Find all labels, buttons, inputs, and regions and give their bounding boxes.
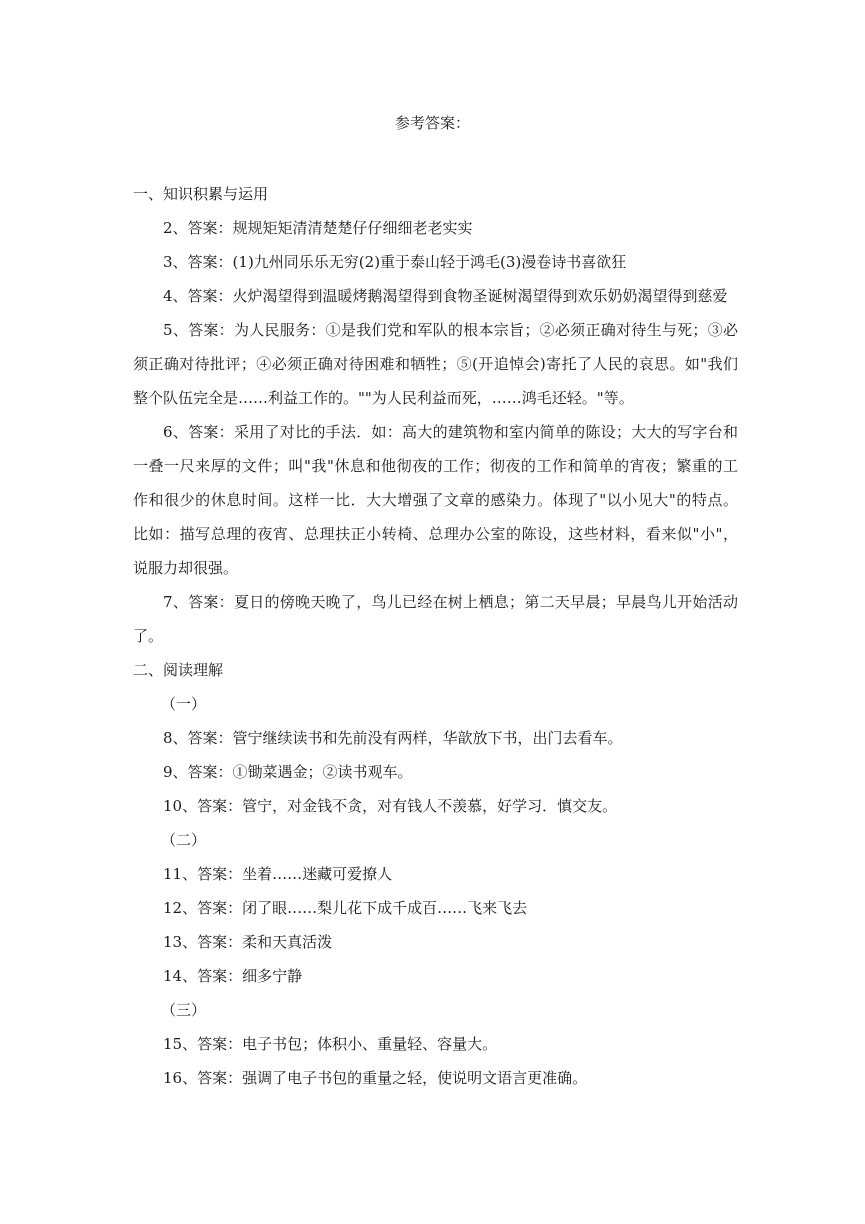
page-title: 参考答案： xyxy=(394,114,470,132)
answer-line: 作和很少的休息时间。这样一比．大大增强了文章的感染力。体现了"以小见大"的特点。 xyxy=(133,491,738,509)
answer-line: 8、答案：管宁继续读书和先前没有两样，华歆放下书，出门去看车。 xyxy=(163,729,623,747)
answer-line: 16、答案：强调了电子书包的重量之轻，使说明文语言更准确。 xyxy=(163,1069,588,1087)
subsection-heading: （二） xyxy=(161,831,207,849)
answer-line: 了。 xyxy=(133,627,164,645)
answer-line: 2、答案：规规矩矩清清楚楚仔仔细细老老实实 xyxy=(163,219,473,237)
answer-line: 15、答案：电子书包；体积小、重量轻、容量大。 xyxy=(163,1035,498,1053)
answer-line: 整个队伍完全是……利益工作的。""为人民利益而死，……鸿毛还轻。"等。 xyxy=(133,389,634,407)
subsection-heading: （三） xyxy=(161,1001,207,1019)
answer-line: 13、答案：柔和天真活泼 xyxy=(163,933,333,951)
answer-line: 14、答案：细多宁静 xyxy=(163,967,303,985)
answer-line: 4、答案：火炉渴望得到温暖烤鹅渴望得到食物圣诞树渴望得到欢乐奶奶渴望得到慈爱 xyxy=(163,287,728,305)
answer-line: 6、答案：采用了对比的手法．如：高大的建筑物和室内简单的陈设；大大的写字台和 xyxy=(163,423,738,441)
answer-line: 10、答案：管宁，对金钱不贪，对有钱人不羡慕，好学习．慎交友。 xyxy=(163,797,618,815)
answer-line: 比如：描写总理的夜宵、总理扶正小转椅、总理办公室的陈设，这些材料，看来似"小"， xyxy=(133,525,738,543)
answer-line: 5、答案：为人民服务：①是我们党和军队的根本宗旨；②必须正确对待生与死；③必 xyxy=(163,321,738,339)
answer-body xyxy=(133,177,738,1095)
answer-line: 7、答案：夏日的傍晚天晚了，鸟儿已经在树上栖息；第二天早晨；早晨鸟儿开始活动 xyxy=(163,593,738,611)
answer-line: 12、答案：闭了眼……梨儿花下成千成百……飞来飞去 xyxy=(163,899,528,917)
subsection-heading: （一） xyxy=(161,695,207,713)
answer-line: 须正确对待批评；④必须正确对待困难和牺牲；⑤(开追悼会)寄托了人民的哀思。如"我们 xyxy=(133,355,738,373)
answer-line: 一叠一尺来厚的文件；叫"我"休息和他彻夜的工作；彻夜的工作和简单的宵夜；繁重的工 xyxy=(133,457,738,475)
answer-line: 说服力却很强。 xyxy=(133,559,239,577)
section-heading: 二、阅读理解 xyxy=(133,661,224,679)
answer-line: 11、答案：坐着……迷藏可爱撩人 xyxy=(163,865,393,883)
section-heading: 一、知识积累与运用 xyxy=(133,185,269,203)
answer-line: 3、答案：(1)九州同乐乐无穷(2)重于泰山轻于鸿毛(3)漫卷诗书喜欲狂 xyxy=(163,253,627,271)
answer-line: 9、答案：①锄菜遇金；②读书观车。 xyxy=(163,763,413,781)
